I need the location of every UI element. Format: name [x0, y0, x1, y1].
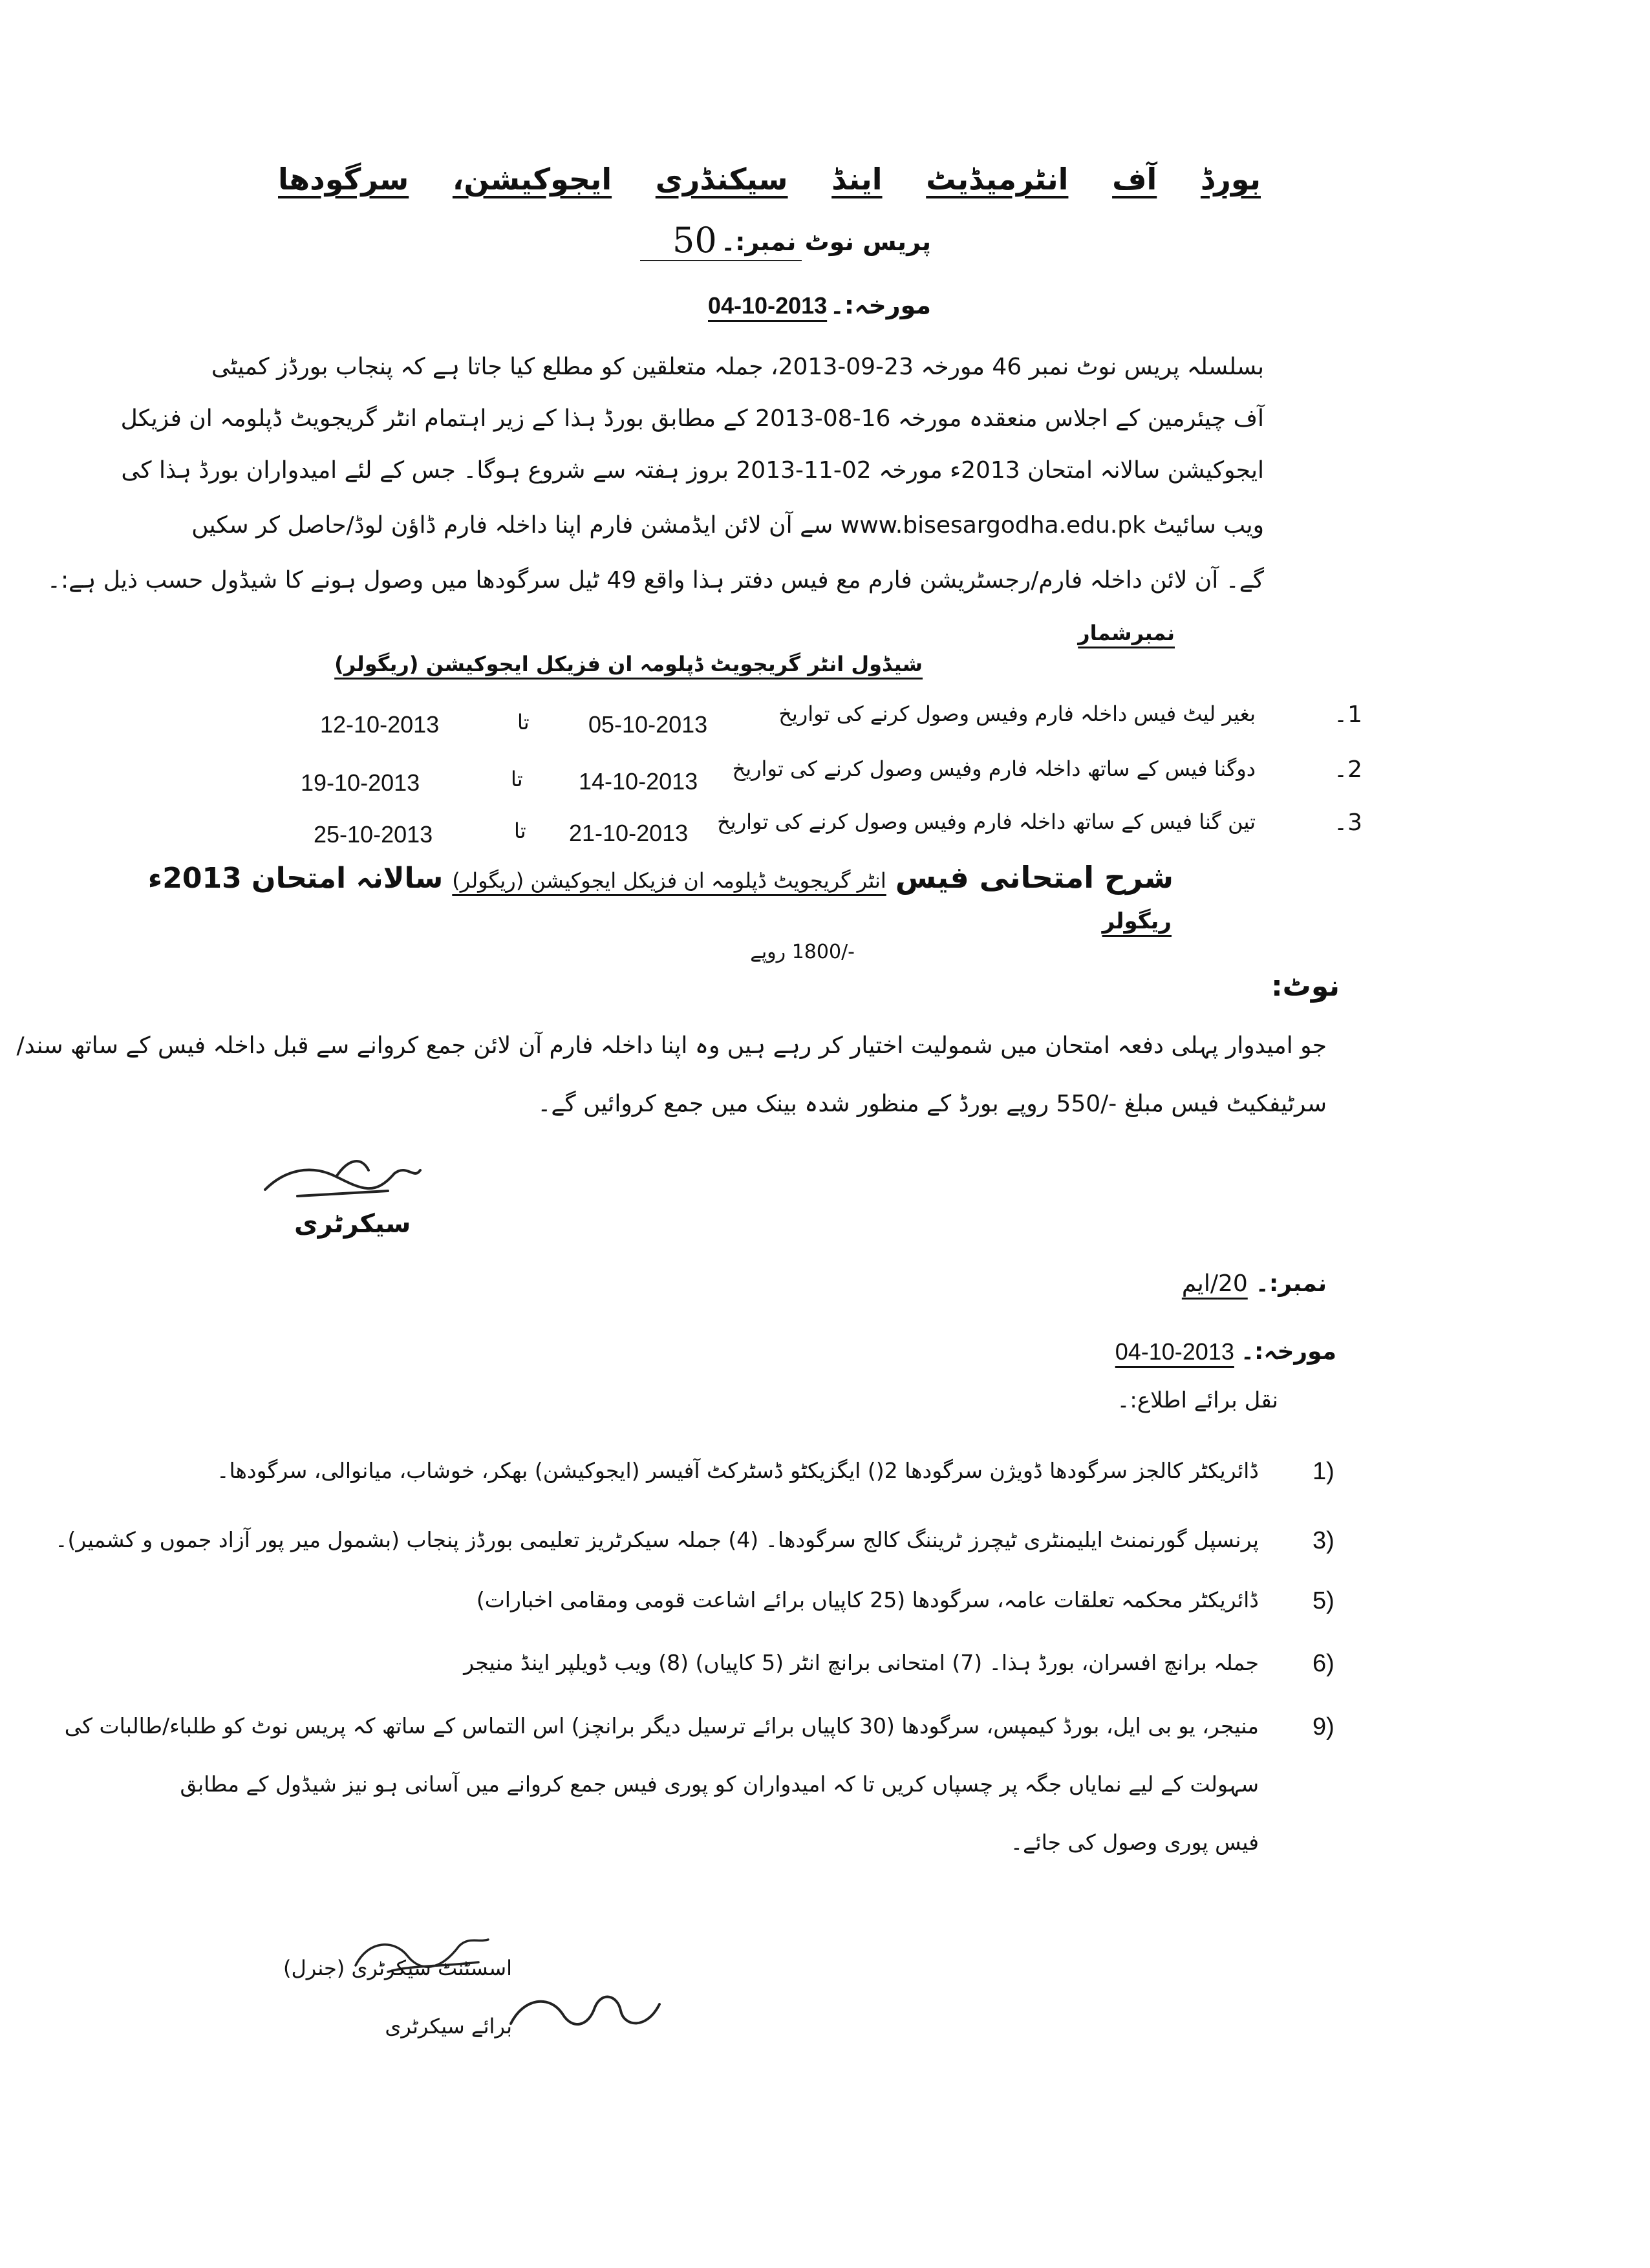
schedule-to-word: تا	[511, 767, 523, 791]
board-word: سیکنڈری	[655, 162, 788, 197]
fee-heading-main: شرح امتحانی فیس	[895, 860, 1173, 895]
intro-line: ویب سائیٹ www.bisesargodha.edu.pk سے آن لائن ایڈمشن فارم اپنا داخلہ فارم ڈاؤن لوڈ/حاصل کر سکیں	[191, 512, 1264, 539]
distribution-item: ڈائریکٹر محکمہ تعلقات عامہ، سرگودھا (25 کاپیاں برائے اشاعت قومی ومقامی اخبارات)	[476, 1587, 1259, 1612]
distribution-number: 3)	[1312, 1527, 1334, 1554]
distribution-item: ڈائریکٹر کالجز سرگودھا ڈویژن سرگودھا 2() ایگزیکٹو ڈسٹرکٹ آفیسر (ایجوکیشن) بھکر، خوشاب، میانوالی، سرگودھا۔	[217, 1458, 1259, 1483]
copy-for-information: نقل برائے اطلاع:۔	[1117, 1387, 1278, 1413]
board-word: انٹرمیڈیٹ	[926, 162, 1069, 197]
distribution-number: 6)	[1312, 1650, 1334, 1677]
assistant-secretary-title: اسسٹنٹ سیکرٹری (جنرل)	[283, 1956, 512, 1980]
fee-heading-exam: سالانہ امتحان 2013ء	[147, 862, 444, 895]
board-word: بورڈ	[1200, 162, 1261, 197]
ref-date	[1115, 1338, 1336, 1365]
distribution-number: 9)	[1312, 1713, 1334, 1740]
schedule-row-desc: بغیر لیٹ فیس داخلہ فارم وفیس وصول کرنے کی تواریخ	[778, 701, 1256, 726]
schedule-row-desc: دوگنا فیس کے ساتھ داخلہ فارم وفیس وصول کرنے کی تواریخ	[732, 756, 1256, 781]
schedule-row-number: 2۔	[1334, 756, 1362, 783]
fee-regular-label: ریگولر	[1102, 908, 1172, 934]
fee-heading-program: انٹر گریجویٹ ڈپلومہ ان فزیکل ایجوکیشن (ریگولر)	[452, 868, 886, 893]
ref-number-value: 20/ایم	[1181, 1270, 1248, 1297]
ref-number-label: نمبر:۔	[1255, 1270, 1327, 1297]
intro-line: گے۔ آن لائن داخلہ فارم/رجسٹریشن فارم مع فیس دفتر ہذا واقع 49 ٹیل سرگودھا میں وصول ہونے کا شیڈول حسب ذیل ہے:۔	[47, 567, 1264, 594]
distribution-number: 5)	[1312, 1587, 1334, 1614]
note-line: جو امیدوار پہلی دفعہ امتحان میں شمولیت اختیار کر رہے ہیں وہ اپنا داخلہ فارم آن لائن جمع کروانے سے قبل داخلہ فیس کے ساتھ سند/	[16, 1032, 1327, 1059]
ref-date-label: مورخہ:۔	[1240, 1338, 1336, 1365]
schedule-row-number: 1۔	[1334, 701, 1362, 728]
ref-number	[1182, 1270, 1327, 1297]
schedule-row-to: 25-10-2013	[314, 821, 433, 848]
schedule-row-to: 12-10-2013	[320, 711, 440, 738]
distribution-item: پرنسپل گورنمنٹ ایلیمنٹری ٹیچرز ٹریننگ کالج سرگودھا۔ (4) جملہ سیکرٹریز تعلیمی بورڈز پنجاب (بشمول میر پور آزاد جموں و کشمیر)۔	[55, 1527, 1259, 1552]
distribution-continuation: سہولت کے لیے نمایاں جگہ پر چسپاں کریں تا کہ امیدواران کو پوری فیس جمع کروانے میں آسانی ہو نیز شیڈول کے مطابق	[180, 1771, 1259, 1797]
schedule-row-from: 05-10-2013	[588, 711, 708, 738]
schedule-serial-header: نمبرشمار	[1078, 621, 1175, 645]
board-word: ایجوکیشن،	[452, 162, 612, 197]
board-word: اینڈ	[831, 162, 883, 197]
schedule-row-from: 21-10-2013	[569, 820, 689, 846]
note-line: سرٹیفکیٹ فیس مبلغ -/550 روپے بورڈ کے منظور شدہ بینک میں جمع کروائیں گے۔	[537, 1091, 1327, 1117]
distribution-continuation: فیس پوری وصول کی جائے۔	[1010, 1830, 1259, 1855]
officer-signature	[498, 1978, 666, 2043]
intro-line: بسلسلہ پریس نوٹ نمبر 46 مورخہ 23-09-2013، جملہ متعلقین کو مطلع کیا جاتا ہے کہ پنجاب بورڈز کمیٹی	[211, 354, 1264, 380]
schedule-row-number: 3۔	[1334, 809, 1362, 836]
distribution-number: 1)	[1312, 1458, 1334, 1485]
fee-heading	[148, 860, 1173, 895]
date-value: 04-10-2013	[708, 292, 828, 319]
schedule-row-desc: تین گنا فیس کے ساتھ داخلہ فارم وفیس وصول کرنے کی تواریخ	[717, 809, 1256, 834]
intro-line: ایجوکیشن سالانہ امتحان 2013ء مورخہ 02-11-2013 بروز ہفتہ سے شروع ہوگا۔ جس کے لئے امیدواران بورڈ ہذا کی	[121, 457, 1264, 484]
intro-line: آف چیئرمین کے اجلاس منعقدہ مورخہ 16-08-2013 کے مطابق بورڈ ہذا کے زیر اہتمام انٹر گریجویٹ ڈپلومہ ان فزیکل	[120, 405, 1264, 432]
schedule-row-to: 19-10-2013	[301, 769, 420, 796]
board-word: سرگودھا	[278, 162, 409, 197]
schedule-to-word: تا	[514, 818, 526, 843]
distribution-item: جملہ برانچ افسران، بورڈ ہذا۔ (7) امتحانی برانچ انٹر (5 کاپیاں) (8) ویب ڈویلپر اینڈ منیجر	[464, 1650, 1259, 1675]
schedule-row-from: 14-10-2013	[579, 768, 698, 795]
schedule-title: شیڈول انٹر گریجویٹ ڈپلومہ ان فزیکل ایجوکیشن (ریگولر)	[334, 652, 923, 676]
press-note-underline	[640, 260, 802, 261]
distribution-item: منیجر، یو بی ایل، بورڈ کیمپس، سرگودھا (30 کاپیاں برائے ترسیل دیگر برانچز) اس التماس کے ساتھ کہ پریس نوٹ کو طلباء/طالبات کی	[64, 1713, 1259, 1738]
schedule-to-word: تا	[517, 710, 530, 734]
fee-amount: -/1800 روپے	[750, 941, 855, 963]
note-label: نوٹ:	[1271, 970, 1340, 1003]
board-word: آف	[1112, 162, 1157, 197]
press-note-number: 50	[672, 220, 717, 261]
date-label: مورخہ:۔	[830, 291, 931, 319]
board-title	[278, 162, 1261, 197]
for-secretary: برائے سیکرٹری	[385, 2014, 512, 2038]
ref-date-value: 04-10-2013	[1115, 1338, 1234, 1365]
secretary-title: سیکرٹری	[294, 1209, 411, 1239]
press-note-label: پریس نوٹ نمبر:۔	[721, 228, 931, 256]
